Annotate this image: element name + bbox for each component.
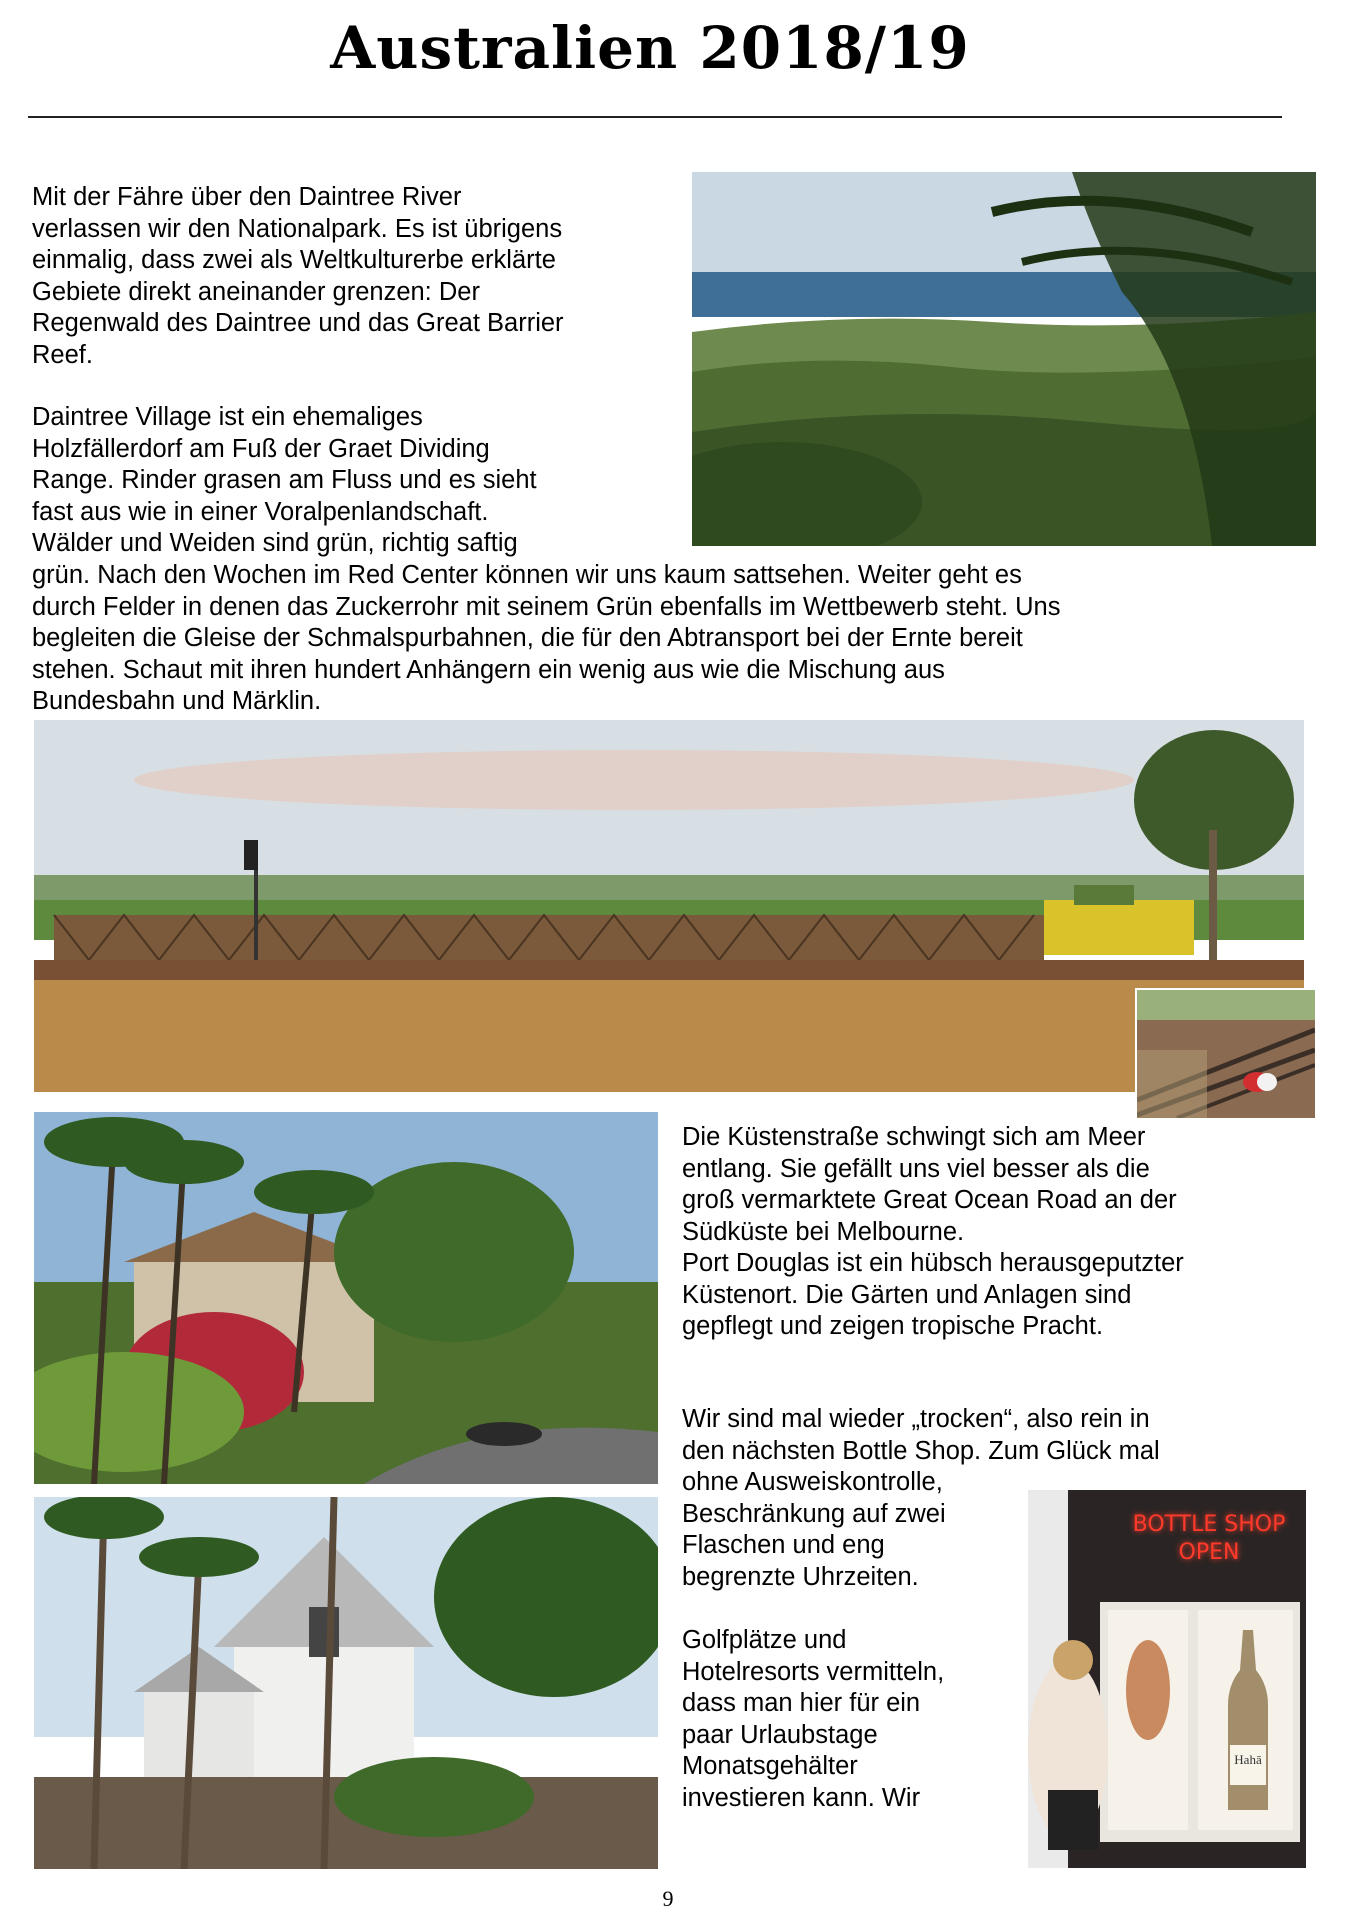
neon-sign-line1: BOTTLE SHOP (1132, 1512, 1286, 1537)
paragraph-sugar-cane: grün. Nach den Wochen im Red Center können wir uns kaum sattsehen. Weiter geht es durch Felder in denen das Zuckerrohr mit seinem Grün ebenfalls im Wettbewerb steht. Uns begleiten die Gleise der Schmalspurbahnen, die für den Abtransport bei der Ernte bereit stehen. Schaut mit ihren hundert Anhängern ein wenig aus wie die Mischung aus Bundesbahn und Märklin. (32, 561, 1061, 715)
paragraph-golf-resorts: Golfplätze und Hotelresorts vermitteln, dass man hier für ein paar Urlaubstage Monatsgehälter investieren kann. Wir (682, 1626, 945, 1812)
photo-rail-switch (1135, 988, 1317, 1120)
title-divider (28, 116, 1282, 118)
photo-bottle-shop (1028, 1490, 1306, 1868)
paragraph-bottle-shop-continued: ohne Ausweiskontrolle, Beschränkung auf zwei Flaschen und eng begrenzte Uhrzeiten. (682, 1468, 946, 1591)
page-title: Australien 2018/19 (330, 14, 970, 82)
paragraph-bottle-shop: Wir sind mal wieder „trocken“, also rein in den nächsten Bottle Shop. Zum Glück mal (682, 1405, 1160, 1465)
paragraph-coastal-road: Die Küstenstraße schwingt sich am Meer entlang. Sie gefällt uns viel besser als die groß vermarktete Great Ocean Road an der Südküste bei Melbourne. (682, 1123, 1177, 1246)
photo-rainforest-lookout (692, 172, 1316, 546)
photo-sugarcane-train (34, 720, 1304, 1092)
paragraph-daintree-village: Daintree Village ist ein ehemaliges Holzfällerdorf am Fuß der Graet Dividing Range. Rinder grasen am Fluss und es sieht fast aus wie in einer Voralpenlandschaft. Wälder und Weiden sind grün, richtig saftig (32, 403, 537, 557)
photo-tropical-garden (34, 1112, 658, 1484)
photo-white-church (34, 1497, 658, 1869)
paragraph-daintree-ferry: Mit der Fähre über den Daintree River verlassen wir den Nationalpark. Es ist übrigens einmalig, dass zwei als Weltkulturerbe erklärte Gebiete direkt aneinander grenzen: Der Regenwald des Daintree und das Great Barrier Reef. (32, 183, 564, 369)
page-number: 9 (662, 1886, 674, 1911)
neon-sign-line2: OPEN (1178, 1540, 1240, 1565)
paragraph-port-douglas: Port Douglas ist ein hübsch herausgeputzter Küstenort. Die Gärten und Anlagen sind gepflegt und zeigen tropische Pracht. (682, 1249, 1184, 1340)
bottle-label: Hahā (1234, 1752, 1262, 1767)
